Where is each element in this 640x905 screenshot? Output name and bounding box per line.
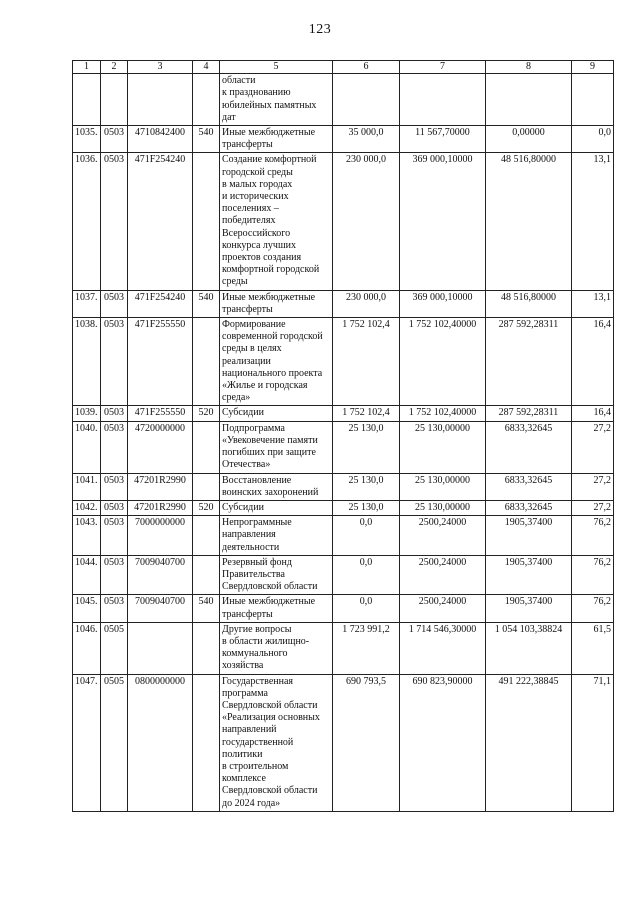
table-row — [73, 674, 614, 811]
revised-amount-cell: 1 714 546,30000 — [400, 622, 486, 674]
expense-type-cell — [193, 516, 220, 556]
approved-amount-cell: 690 793,5 — [333, 674, 400, 811]
section-code-cell: 0503 — [101, 421, 128, 473]
revised-amount-cell — [400, 74, 486, 126]
expense-type-cell: 520 — [193, 406, 220, 421]
section-code-cell: 0503 — [101, 406, 128, 421]
description-cell: Иные межбюджетные трансферты — [220, 290, 333, 317]
approved-amount-cell: 25 130,0 — [333, 473, 400, 500]
approved-amount-cell: 1 723 991,2 — [333, 622, 400, 674]
target-code-cell: 7009040700 — [128, 595, 193, 622]
table-row — [73, 421, 614, 473]
revised-amount-cell: 2500,24000 — [400, 595, 486, 622]
target-code-cell: 7009040700 — [128, 555, 193, 595]
revised-amount-cell: 2500,24000 — [400, 555, 486, 595]
row-number-cell: 1047. — [73, 674, 101, 811]
percent-cell: 76,2 — [572, 595, 614, 622]
table-row — [73, 622, 614, 674]
approved-amount-cell: 1 752 102,4 — [333, 318, 400, 406]
section-code-cell: 0503 — [101, 318, 128, 406]
expense-type-cell — [193, 74, 220, 126]
revised-amount-cell: 25 130,00000 — [400, 500, 486, 515]
percent-cell: 27,2 — [572, 473, 614, 500]
column-header: 8 — [486, 61, 572, 74]
section-code-cell: 0503 — [101, 516, 128, 556]
approved-amount-cell — [333, 74, 400, 126]
column-header: 4 — [193, 61, 220, 74]
description-cell: области к празднованию юбилейных памятных дат — [220, 74, 333, 126]
executed-amount-cell: 287 592,28311 — [486, 318, 572, 406]
description-cell: Субсидии — [220, 406, 333, 421]
executed-amount-cell: 48 516,80000 — [486, 153, 572, 290]
section-code-cell: 0503 — [101, 153, 128, 290]
executed-amount-cell: 6833,32645 — [486, 421, 572, 473]
row-number-cell: 1037. — [73, 290, 101, 317]
target-code-cell — [128, 622, 193, 674]
expense-type-cell — [193, 473, 220, 500]
percent-cell: 13,1 — [572, 153, 614, 290]
revised-amount-cell: 690 823,90000 — [400, 674, 486, 811]
percent-cell: 76,2 — [572, 516, 614, 556]
row-number-cell: 1041. — [73, 473, 101, 500]
row-number-cell: 1036. — [73, 153, 101, 290]
executed-amount-cell: 48 516,80000 — [486, 290, 572, 317]
expense-type-cell — [193, 318, 220, 406]
section-code-cell: 0505 — [101, 674, 128, 811]
section-code-cell: 0503 — [101, 500, 128, 515]
expense-type-cell — [193, 421, 220, 473]
target-code-cell: 4710842400 — [128, 126, 193, 153]
row-number-cell: 1039. — [73, 406, 101, 421]
description-cell: Подпрограмма «Увековечение памяти погибших при защите Отечества» — [220, 421, 333, 473]
row-number-cell: 1040. — [73, 421, 101, 473]
expense-type-cell: 540 — [193, 126, 220, 153]
table-row — [73, 153, 614, 290]
row-number-cell — [73, 74, 101, 126]
executed-amount-cell: 6833,32645 — [486, 500, 572, 515]
executed-amount-cell: 491 222,38845 — [486, 674, 572, 811]
approved-amount-cell: 0,0 — [333, 595, 400, 622]
column-header: 5 — [220, 61, 333, 74]
expense-type-cell: 540 — [193, 290, 220, 317]
page-number: 123 — [308, 22, 332, 37]
percent-cell: 16,4 — [572, 406, 614, 421]
target-code-cell: 471F255550 — [128, 318, 193, 406]
target-code-cell: 47201R2990 — [128, 473, 193, 500]
approved-amount-cell: 230 000,0 — [333, 290, 400, 317]
revised-amount-cell: 25 130,00000 — [400, 421, 486, 473]
description-cell: Восстановление воинских захоронений — [220, 473, 333, 500]
description-cell: Непрограммные направления деятельности — [220, 516, 333, 556]
description-cell: Иные межбюджетные трансферты — [220, 126, 333, 153]
revised-amount-cell: 25 130,00000 — [400, 473, 486, 500]
table-header-row — [73, 61, 614, 74]
percent-cell: 0,0 — [572, 126, 614, 153]
target-code-cell: 4720000000 — [128, 421, 193, 473]
column-header: 2 — [101, 61, 128, 74]
revised-amount-cell: 1 752 102,40000 — [400, 406, 486, 421]
section-code-cell: 0503 — [101, 290, 128, 317]
revised-amount-cell: 11 567,70000 — [400, 126, 486, 153]
description-cell: Субсидии — [220, 500, 333, 515]
table-row — [73, 126, 614, 153]
row-number-cell: 1046. — [73, 622, 101, 674]
table-body — [73, 74, 614, 812]
table-row — [73, 500, 614, 515]
table-row — [73, 555, 614, 595]
description-cell: Государственная программа Свердловской области «Реализация основных направлений государственной политики в строительном комплексе Свердловской области до 2024 года» — [220, 674, 333, 811]
target-code-cell: 0800000000 — [128, 674, 193, 811]
table-row — [73, 74, 614, 126]
executed-amount-cell: 0,00000 — [486, 126, 572, 153]
executed-amount-cell: 1905,37400 — [486, 516, 572, 556]
approved-amount-cell: 1 752 102,4 — [333, 406, 400, 421]
percent-cell: 16,4 — [572, 318, 614, 406]
section-code-cell: 0503 — [101, 126, 128, 153]
executed-amount-cell — [486, 74, 572, 126]
row-number-cell: 1038. — [73, 318, 101, 406]
percent-cell: 76,2 — [572, 555, 614, 595]
revised-amount-cell: 2500,24000 — [400, 516, 486, 556]
column-header: 9 — [572, 61, 614, 74]
executed-amount-cell: 1 054 103,38824 — [486, 622, 572, 674]
table-row — [73, 290, 614, 317]
table-row — [73, 406, 614, 421]
approved-amount-cell: 25 130,0 — [333, 500, 400, 515]
description-cell: Другие вопросы в области жилищно- коммунального хозяйства — [220, 622, 333, 674]
target-code-cell — [128, 74, 193, 126]
approved-amount-cell: 230 000,0 — [333, 153, 400, 290]
row-number-cell: 1043. — [73, 516, 101, 556]
revised-amount-cell: 1 752 102,40000 — [400, 318, 486, 406]
column-header: 1 — [73, 61, 101, 74]
row-number-cell: 1035. — [73, 126, 101, 153]
target-code-cell: 47201R2990 — [128, 500, 193, 515]
target-code-cell: 471F254240 — [128, 153, 193, 290]
expense-type-cell — [193, 674, 220, 811]
expense-type-cell: 540 — [193, 595, 220, 622]
revised-amount-cell: 369 000,10000 — [400, 290, 486, 317]
description-cell: Резервный фонд Правительства Свердловской области — [220, 555, 333, 595]
section-code-cell — [101, 74, 128, 126]
table-row — [73, 516, 614, 556]
target-code-cell: 471F255550 — [128, 406, 193, 421]
expense-type-cell — [193, 555, 220, 595]
table-row — [73, 318, 614, 406]
row-number-cell: 1044. — [73, 555, 101, 595]
expense-type-cell — [193, 153, 220, 290]
percent-cell: 61,5 — [572, 622, 614, 674]
expense-type-cell — [193, 622, 220, 674]
description-cell: Формирование современной городской среды в целях реализации национального проекта «Жилье и городская среда» — [220, 318, 333, 406]
executed-amount-cell: 287 592,28311 — [486, 406, 572, 421]
percent-cell: 13,1 — [572, 290, 614, 317]
description-cell: Иные межбюджетные трансферты — [220, 595, 333, 622]
revised-amount-cell: 369 000,10000 — [400, 153, 486, 290]
executed-amount-cell: 6833,32645 — [486, 473, 572, 500]
approved-amount-cell: 0,0 — [333, 555, 400, 595]
approved-amount-cell: 25 130,0 — [333, 421, 400, 473]
description-cell: Создание комфортной городской среды в малых городах и исторических поселениях – победителях Всероссийского конкурса лучших проектов создания комфортной городской среды — [220, 153, 333, 290]
approved-amount-cell: 0,0 — [333, 516, 400, 556]
percent-cell: 27,2 — [572, 421, 614, 473]
section-code-cell: 0503 — [101, 555, 128, 595]
section-code-cell: 0505 — [101, 622, 128, 674]
row-number-cell: 1042. — [73, 500, 101, 515]
target-code-cell: 471F254240 — [128, 290, 193, 317]
section-code-cell: 0503 — [101, 473, 128, 500]
approved-amount-cell: 35 000,0 — [333, 126, 400, 153]
percent-cell: 27,2 — [572, 500, 614, 515]
expense-type-cell: 520 — [193, 500, 220, 515]
column-header: 6 — [333, 61, 400, 74]
column-header: 3 — [128, 61, 193, 74]
table-row — [73, 473, 614, 500]
executed-amount-cell: 1905,37400 — [486, 595, 572, 622]
table-row — [73, 595, 614, 622]
section-code-cell: 0503 — [101, 595, 128, 622]
column-header: 7 — [400, 61, 486, 74]
percent-cell: 71,1 — [572, 674, 614, 811]
target-code-cell: 7000000000 — [128, 516, 193, 556]
row-number-cell: 1045. — [73, 595, 101, 622]
executed-amount-cell: 1905,37400 — [486, 555, 572, 595]
percent-cell — [572, 74, 614, 126]
budget-table — [72, 60, 614, 812]
